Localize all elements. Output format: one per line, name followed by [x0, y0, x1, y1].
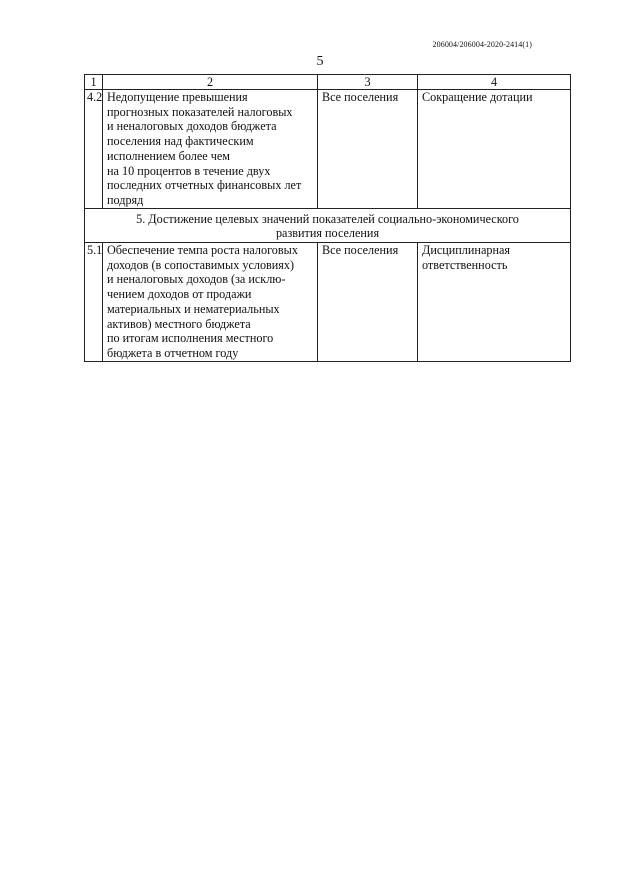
description-line: активов) местного бюджета: [107, 316, 251, 331]
row-scope: Все поселения: [318, 243, 418, 362]
description-line: последних отчетных финансовых лет: [107, 178, 302, 193]
description-line: и неналоговых доходов (за исклю-: [107, 272, 286, 287]
row-measure: [418, 90, 571, 209]
table-row: [85, 243, 571, 362]
description-line: материальных и нематериальных: [107, 301, 280, 316]
measure-line: ответственность: [422, 257, 508, 272]
description-line: чением доходов от продажи: [107, 287, 252, 302]
measure-line: Дисциплинарная: [422, 243, 510, 258]
column-number-2: 2: [103, 75, 318, 90]
column-number-4: 4: [418, 75, 571, 90]
row-number: 5.1: [85, 243, 103, 362]
description-line: доходов (в сопоставимых условиях): [107, 257, 295, 272]
column-number-1: 1: [85, 75, 103, 90]
table-row: [85, 90, 571, 209]
description-line: на 10 процентов в течение двух: [107, 163, 271, 178]
table-header-row: [85, 75, 571, 90]
row-description: [103, 243, 318, 362]
section-heading-row: [85, 208, 571, 242]
page-number: 5: [316, 54, 324, 69]
column-number-3: 3: [318, 75, 418, 90]
description-line: по итогам исполнения местного: [107, 331, 274, 346]
description-line: прогнозных показателей налоговых: [107, 104, 293, 119]
description-line: исполнением более чем: [107, 148, 230, 163]
row-number: 4.2: [85, 90, 103, 209]
description-line: Недопущение превышения: [107, 90, 248, 104]
description-line: поселения над фактическим: [107, 134, 254, 149]
row-scope: Все поселения: [318, 90, 418, 209]
row-measure: [418, 243, 571, 362]
section-heading-line: развития поселения: [275, 226, 380, 241]
description-line: и неналоговых доходов бюджета: [107, 119, 277, 134]
measures-table: [84, 74, 571, 362]
section-heading-line: 5. Достижение целевых значений показателей социально-экономического: [136, 211, 519, 226]
row-description: [103, 90, 318, 209]
measure-line: Сокращение дотации: [422, 90, 533, 104]
description-line: бюджета в отчетном году: [107, 345, 239, 360]
description-line: подряд: [107, 192, 144, 207]
section-heading: [85, 208, 571, 242]
document-id: 206004/206004-2020-2414(1): [432, 40, 532, 49]
description-line: Обеспечение темпа роста налоговых: [107, 243, 298, 258]
